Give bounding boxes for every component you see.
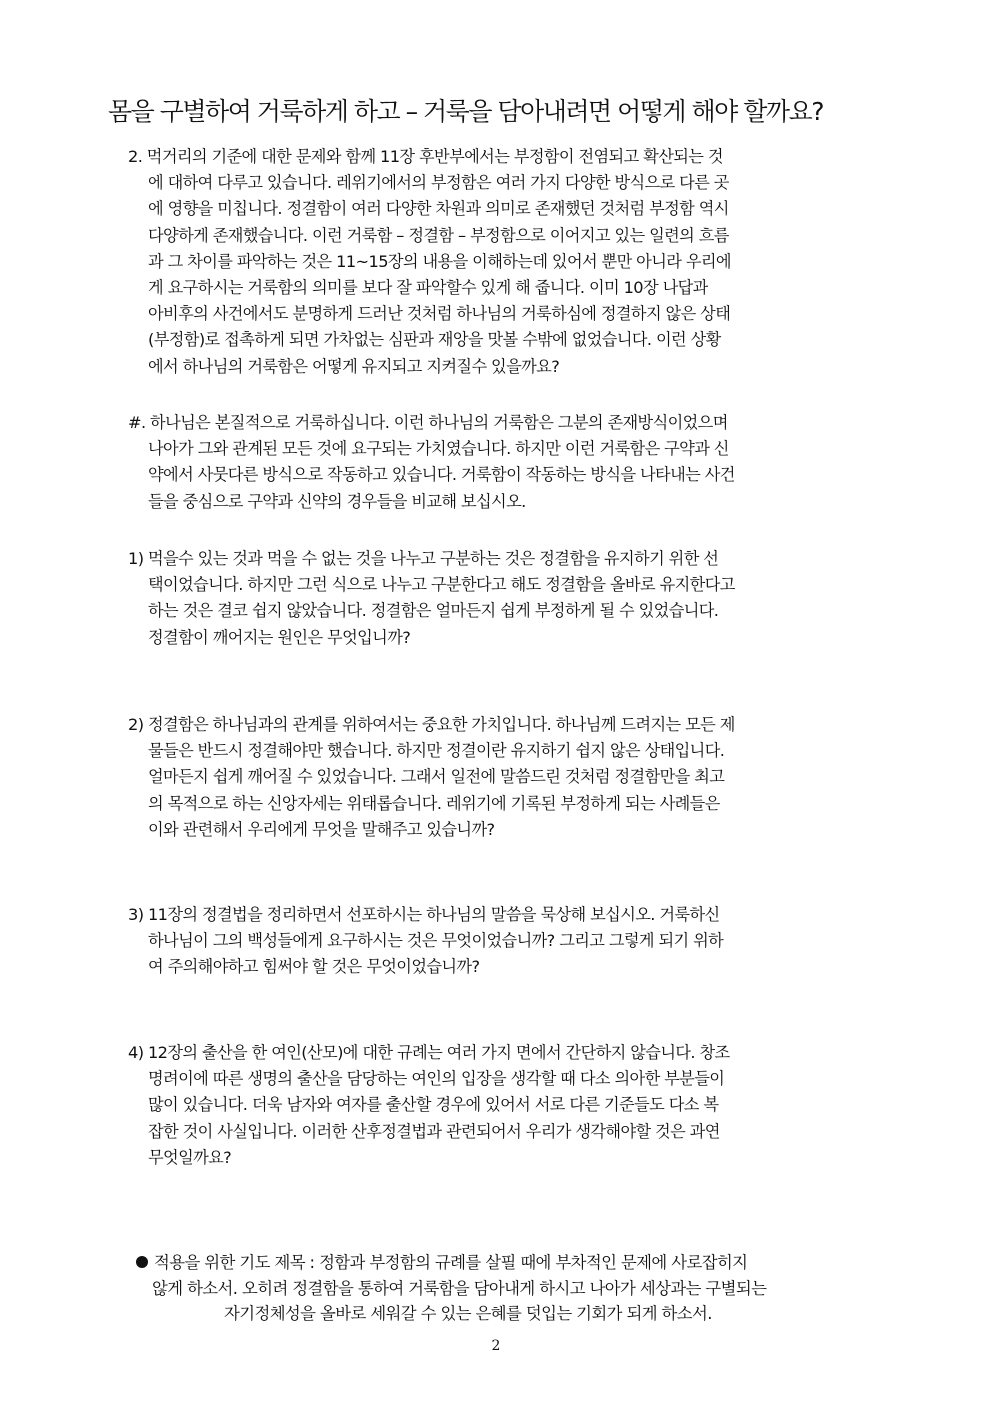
- bullet-icon: [136, 1256, 148, 1268]
- hash-paragraph: [128, 410, 858, 515]
- text-line: 얼마든지 쉽게 깨어질 수 있었습니다. 그래서 일전에 말씀드린 것처럼 정결함만을 최고: [148, 767, 725, 787]
- question-1: [128, 546, 858, 651]
- text-line: 들을 중심으로 구약과 신약의 경우들을 비교해 보십시오.: [148, 491, 526, 511]
- text-line: 과 그 차이를 파악하는 것은 11~15장의 내용을 이해하는데 있어서 뿐만 아니라 우리에: [148, 251, 731, 271]
- prayer-line: 않게 하소서. 오히려 정결함을 통하여 거룩함을 담아내게 하시고 나아가 세상과는 구별되는: [152, 1278, 767, 1298]
- text-line: 많이 있습니다. 더욱 남자와 여자를 출산할 경우에 있어서 서로 다른 기준들도 다소 복: [148, 1095, 719, 1115]
- question-4: [128, 1040, 858, 1171]
- text-line: 약에서 사뭇다른 방식으로 작동하고 있습니다. 거룩함이 작동하는 방식을 나타내는 사건: [148, 465, 735, 485]
- text-line: 4) 12장의 출산을 한 여인(산모)에 대한 규례는 여러 가지 면에서 간단하지 않습니다. 창조: [128, 1043, 730, 1062]
- intro-paragraph: [128, 144, 858, 380]
- text-line: 의 목적으로 하는 신앙자세는 위태롭습니다. 레위기에 기록된 부정하게 되는 사례들은: [148, 793, 720, 813]
- text-line: 3) 11장의 정결법을 정리하면서 선포하시는 하나님의 말씀을 묵상해 보십시오. 거룩하신: [128, 905, 720, 924]
- text-line: 물들은 반드시 정결해야만 했습니다. 하지만 정결이란 유지하기 쉽지 않은 상태입니다.: [148, 741, 725, 761]
- text-line: 게 요구하시는 거룩함의 의미를 보다 잘 파악할수 있게 해 줍니다. 이미 10장 나답과: [148, 277, 708, 297]
- text-line: 아비후의 사건에서도 분명하게 드러난 것처럼 하나님의 거룩하심에 정결하지 않은 상태: [148, 304, 731, 324]
- page-title: 몸을 구별하여 거룩하게 하고 – 거룩을 담아내려면 어떻게 해야 할까요?: [108, 97, 823, 126]
- text-line: 잡한 것이 사실입니다. 이러한 산후정결법과 관련되어서 우리가 생각해야할 것은 과연: [148, 1121, 720, 1141]
- text-line: 정결함이 깨어지는 원인은 무엇입니까?: [148, 627, 411, 647]
- text-line: 에서 하나님의 거룩함은 어떻게 유지되고 지켜질수 있을까요?: [148, 356, 560, 376]
- text-line: 2. 먹거리의 기준에 대한 문제와 함께 11장 후반부에서는 부정함이 전염되고 확산되는 것: [128, 147, 723, 166]
- text-line: 나아가 그와 관계된 모든 것에 요구되는 가치였습니다. 하지만 이런 거룩함은 구약과 신: [148, 439, 729, 459]
- text-line: 여 주의해야하고 힘써야 할 것은 무엇이었습니까?: [148, 957, 480, 977]
- text-line: 에 영향을 미칩니다. 정결함이 여러 다양한 차원과 의미로 존재했던 것처럼 부정함 역시: [148, 199, 729, 219]
- question-3: [128, 902, 858, 981]
- question-2: [128, 712, 858, 843]
- text-line: 1) 먹을수 있는 것과 먹을 수 없는 것을 나누고 구분하는 것은 정결함을 유지하기 위한 선: [128, 549, 719, 568]
- text-line: 이와 관련해서 우리에게 무엇을 말해주고 있습니까?: [148, 819, 495, 839]
- text-line: 다양하게 존재했습니다. 이런 거룩함 – 정결함 – 부정함으로 이어지고 있는 일련의 흐름: [148, 225, 729, 245]
- text-line: 하나님이 그의 백성들에게 요구하시는 것은 무엇이었습니까? 그리고 그렇게 되기 위하: [148, 931, 724, 951]
- text-line: 2) 정결함은 하나님과의 관계를 위하여서는 중요한 가치입니다. 하나님께 드려지는 모든 제: [128, 715, 735, 734]
- text-line: 에 대하여 다루고 있습니다. 레위기에서의 부정함은 여러 가지 다양한 방식으로 다른 곳: [148, 173, 729, 193]
- text-line: 하는 것은 결코 쉽지 않았습니다. 정결함은 얼마든지 쉽게 부정하게 될 수 있었습니다.: [148, 601, 719, 621]
- text-line: 택이었습니다. 하지만 그런 식으로 나누고 구분한다고 해도 정결함을 올바로 유지한다고: [148, 575, 735, 595]
- text-line: 무엇일까요?: [148, 1147, 232, 1167]
- prayer-block: [134, 1250, 858, 1327]
- prayer-line: 자기정체성을 올바로 세워갈 수 있는 은혜를 덧입는 기회가 되게 하소서.: [224, 1304, 712, 1323]
- text-line: 명려이에 따른 생명의 출산을 담당하는 여인의 입장을 생각할 때 다소 의아한 부분들이: [148, 1069, 725, 1089]
- text-line: #. 하나님은 본질적으로 거룩하십니다. 이런 하나님의 거룩함은 그분의 존재방식이었으며: [128, 413, 728, 432]
- page-number: 2: [491, 1338, 501, 1354]
- text-line: (부정함)로 접촉하게 되면 가차없는 심판과 재앙을 맛볼 수밖에 없었습니다. 이런 상황: [148, 330, 721, 350]
- prayer-line: 적용을 위한 기도 제목 : 정함과 부정함의 규례를 살필 때에 부차적인 문제에 사로잡히지: [134, 1250, 858, 1276]
